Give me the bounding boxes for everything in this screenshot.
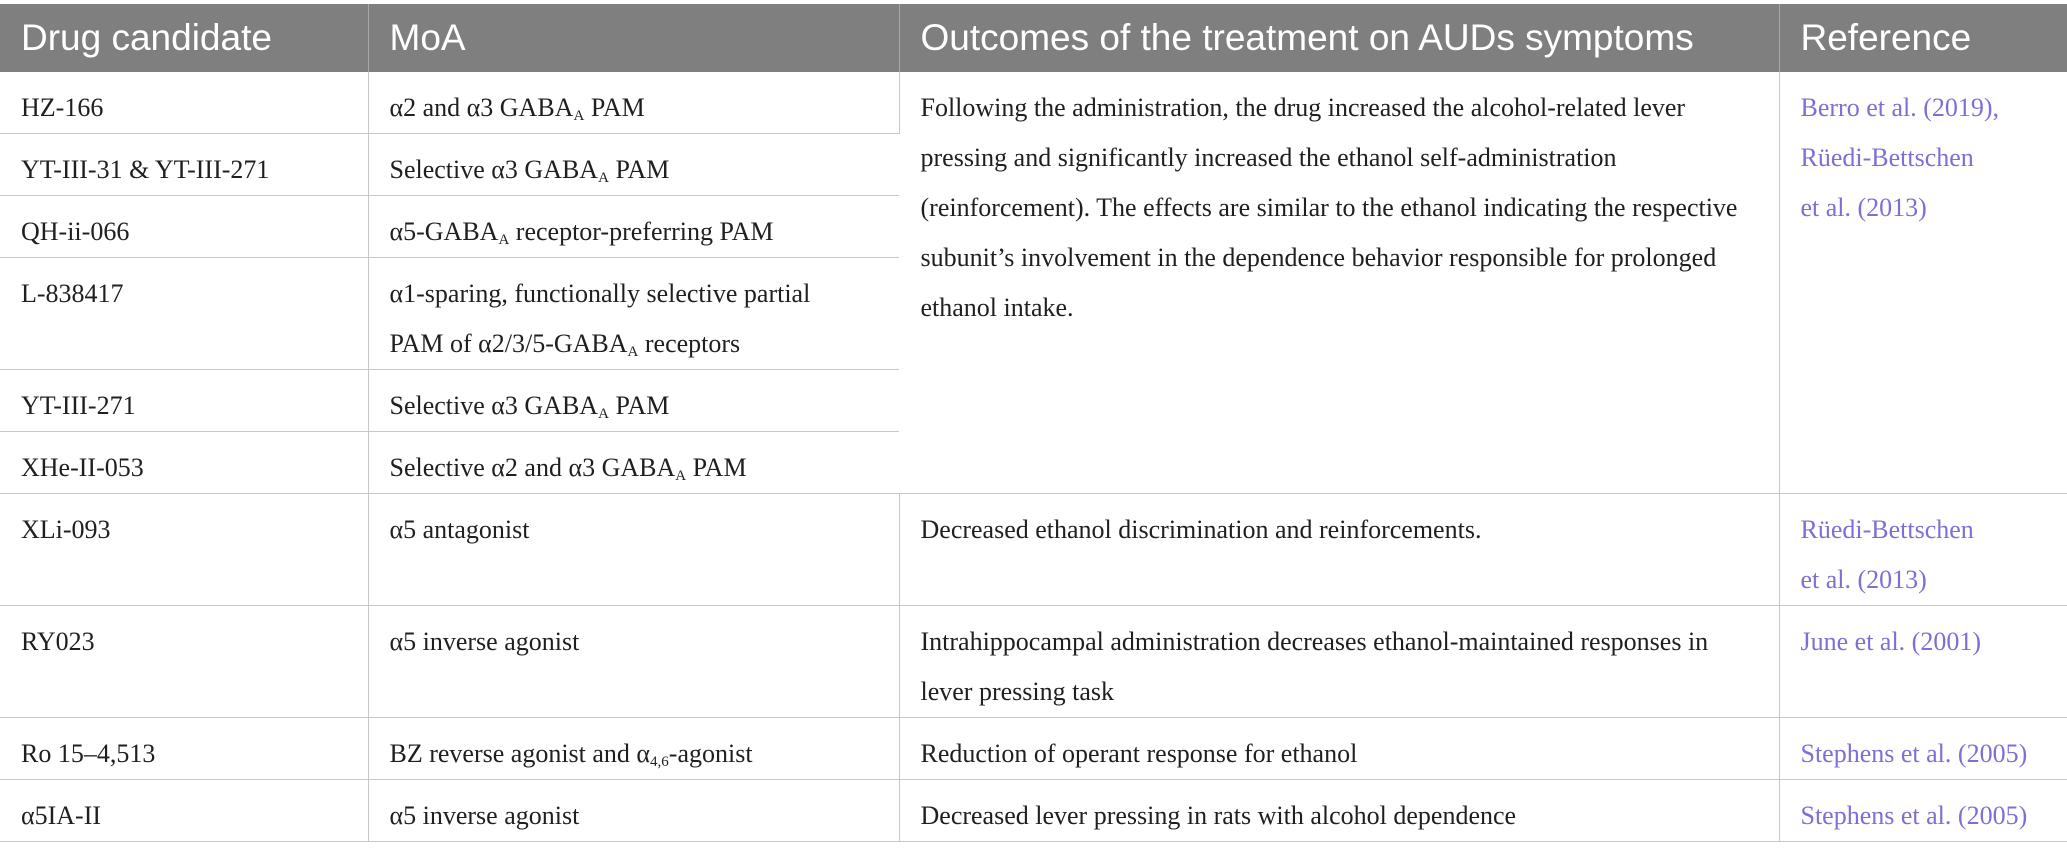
outcome-cell: Decreased ethanol discrimination and reinforcements.: [899, 494, 1779, 606]
moa-cell: [368, 370, 899, 432]
reference-link-ruedi-bettschen-2013[interactable]: [1801, 143, 1974, 222]
moa-text-suffix: -agonist: [668, 739, 753, 768]
moa-text: BZ reverse agonist and α: [389, 739, 651, 768]
drug-cell: QH-ii-066: [0, 196, 368, 258]
reference-link-stephens-2005[interactable]: Stephens et al. (2005): [1800, 801, 2028, 830]
reference-cell: [1779, 494, 2067, 606]
table-row: [0, 606, 2067, 718]
moa-cell: [368, 72, 899, 134]
moa-subscript: A: [598, 406, 609, 422]
moa-cell: [368, 718, 899, 780]
header-drug-candidate: Drug candidate: [0, 4, 368, 72]
moa-text: Selective α3 GABA: [389, 391, 599, 420]
table-row: [0, 780, 2067, 842]
table-body: [0, 72, 2067, 842]
drug-cell: α5IA-II: [0, 780, 368, 842]
moa-text-suffix: receptors: [638, 329, 741, 358]
moa-text: PAM of α2/3/5-GABA: [389, 329, 628, 358]
drug-cell: Ro 15–4,513: [0, 718, 368, 780]
drug-cell: YT-III-31 & YT-III-271: [0, 134, 368, 196]
outcome-cell: Following the administration, the drug increased the alcohol-related lever pressing and significantly increased the ethanol self-administration (reinforcement). The effects are similar to the ethanol indicating the respective subunit’s involvement in the dependence behavior responsible for prolonged ethanol intake.: [899, 72, 1779, 494]
outcome-cell: Decreased lever pressing in rats with alcohol dependence: [899, 780, 1779, 842]
reference-link-text: et al. (2013): [1800, 193, 1927, 222]
moa-subscript: A: [573, 108, 585, 124]
header-outcomes: Outcomes of the treatment on AUDs symptoms: [899, 4, 1779, 72]
moa-cell: [368, 432, 899, 494]
moa-text-suffix: PAM: [584, 93, 645, 122]
reference-link-ruedi-bettschen-2013[interactable]: [1801, 515, 1974, 594]
moa-cell: [368, 196, 899, 258]
outcome-cell: Reduction of operant response for ethanol: [899, 718, 1779, 780]
header-reference: Reference: [1779, 4, 2067, 72]
drug-cell: HZ-166: [0, 72, 368, 134]
drug-candidates-table: [0, 4, 2067, 842]
reference-link-text: et al. (2013): [1800, 565, 1927, 594]
table-container: [0, 4, 2067, 842]
moa-cell: α5 antagonist: [368, 494, 899, 606]
reference-cell: [1779, 606, 2067, 718]
moa-cell: [368, 134, 899, 196]
moa-subscript: A: [498, 232, 510, 248]
moa-text-suffix: PAM: [608, 391, 670, 420]
drug-cell: XHe-II-053: [0, 432, 368, 494]
table-header: [0, 4, 2067, 72]
reference-link-berro-2019[interactable]: Berro et al. (2019),: [1800, 93, 2000, 122]
drug-cell: YT-III-271: [0, 370, 368, 432]
moa-text: α2 and α3 GABA: [389, 93, 574, 122]
drug-cell: L-838417: [0, 258, 368, 370]
header-moa: MoA: [368, 4, 899, 72]
reference-link-text: Rüedi-Bettschen: [1800, 143, 1974, 172]
reference-link-text: Rüedi-Bettschen: [1800, 515, 1974, 544]
reference-link-stephens-2005[interactable]: Stephens et al. (2005): [1800, 739, 2028, 768]
moa-subscript: A: [627, 344, 639, 360]
moa-cell: [368, 258, 899, 370]
reference-cell: [1779, 718, 2067, 780]
reference-cell: [1779, 780, 2067, 842]
drug-cell: RY023: [0, 606, 368, 718]
table-row: [0, 494, 2067, 606]
outcome-cell: Intrahippocampal administration decreases ethanol-maintained responses in lever pressing task: [899, 606, 1779, 718]
moa-text-suffix: PAM: [608, 155, 670, 184]
moa-text-suffix: receptor-preferring PAM: [509, 217, 774, 246]
moa-subscript: 4,6: [650, 754, 669, 770]
moa-text: Selective α3 GABA: [389, 155, 599, 184]
moa-text-suffix: PAM: [686, 453, 747, 482]
reference-cell: [1779, 72, 2067, 494]
table-row: [0, 72, 2067, 134]
moa-text-line1: α1-sparing, functionally selective partial: [389, 279, 811, 308]
moa-subscript: A: [598, 170, 609, 186]
moa-text: Selective α2 and α3 GABA: [389, 453, 676, 482]
moa-subscript: A: [675, 468, 687, 484]
moa-cell: α5 inverse agonist: [368, 606, 899, 718]
header-row: [0, 4, 2067, 72]
moa-text: α5-GABA: [389, 217, 499, 246]
drug-cell: XLi-093: [0, 494, 368, 606]
moa-cell: α5 inverse agonist: [368, 780, 899, 842]
table-row: [0, 718, 2067, 780]
reference-link-june-2001[interactable]: June et al. (2001): [1800, 627, 1982, 656]
